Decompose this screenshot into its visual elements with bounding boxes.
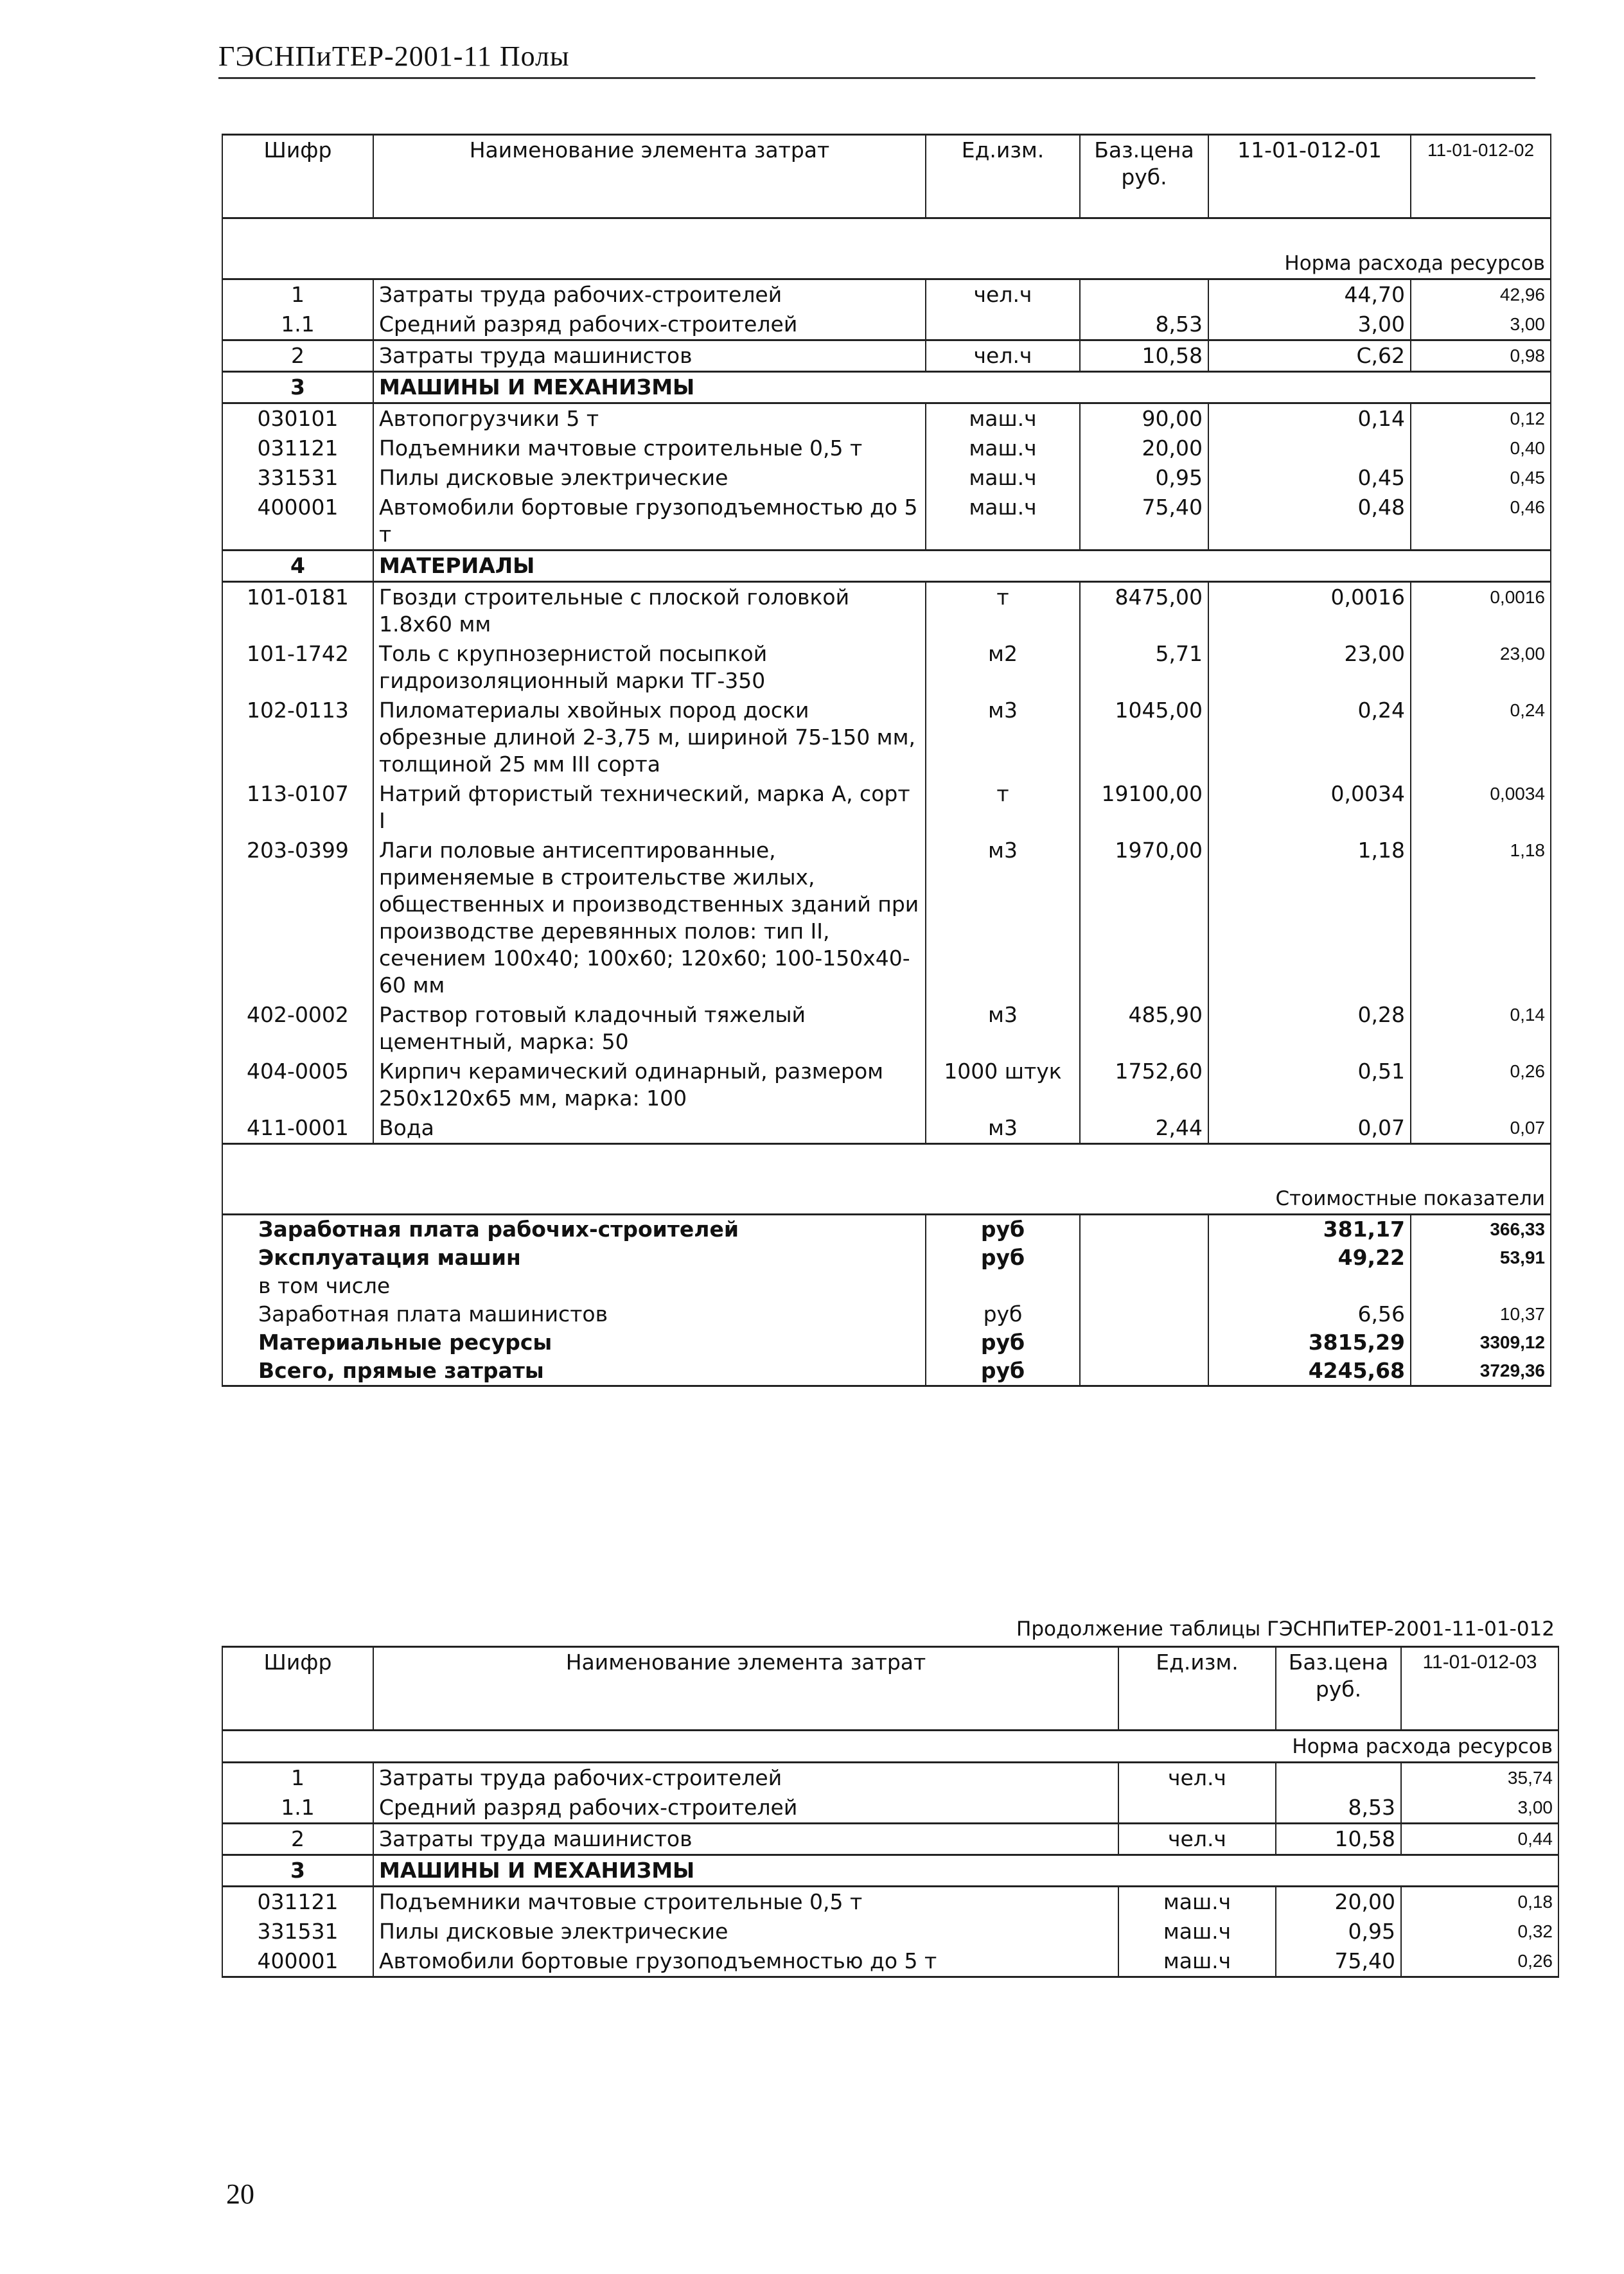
- row-price: 2,44: [1080, 1113, 1208, 1144]
- row-price: 75,40: [1276, 1946, 1401, 1977]
- row-value-1: 0,14: [1208, 403, 1411, 434]
- row-value-1: 0,0034: [1208, 779, 1411, 836]
- row-unit: м3: [926, 836, 1080, 1000]
- row-name: Вода: [373, 1113, 926, 1144]
- machinists-row: [222, 1824, 1558, 1855]
- row-code: 113-0107: [222, 779, 373, 836]
- section-code: 3: [222, 372, 373, 403]
- cost-value-1: 381,17: [1208, 1215, 1411, 1244]
- row-name: Средний разряд рабочих-строителей: [373, 1793, 1118, 1824]
- row-price: [1080, 279, 1208, 310]
- norm-label: Норма расхода ресурсов: [222, 1731, 1558, 1763]
- cost-value-1: 4245,68: [1208, 1357, 1411, 1386]
- cost-value-2: 3309,12: [1411, 1328, 1551, 1357]
- row-name: Средний разряд рабочих-строителей: [373, 310, 926, 340]
- section-code: 4: [222, 551, 373, 582]
- norm-label-row: [222, 218, 1551, 279]
- material-row: [222, 1000, 1551, 1057]
- section-code: 3: [222, 1855, 373, 1887]
- row-name: Затраты труда машинистов: [373, 1824, 1118, 1855]
- resource-table-2: [222, 1646, 1559, 1978]
- header-unit: Ед.изм.: [1118, 1647, 1276, 1731]
- row-value-1: 44,70: [1208, 279, 1411, 310]
- row-value-1: 0,28: [1208, 1000, 1411, 1057]
- row-value-1: 0,45: [1208, 463, 1411, 493]
- row-price: 8,53: [1080, 310, 1208, 340]
- cost-unit: руб: [926, 1244, 1080, 1272]
- row-value-1: 0,26: [1401, 1946, 1558, 1977]
- cost-value-1: [1208, 1272, 1411, 1300]
- row-name: Толь с крупнозернистой посыпкой гидроизоляционный марки ТГ-350: [373, 639, 926, 696]
- cost-empty: [1080, 1272, 1208, 1300]
- row-value-2: 0,12: [1411, 403, 1551, 434]
- material-row: [222, 582, 1551, 640]
- machines-section-row: [222, 1855, 1558, 1887]
- row-name: Раствор готовый кладочный тяжелый цементный, марка: 50: [373, 1000, 926, 1057]
- section-title: МАШИНЫ И МЕХАНИЗМЫ: [373, 372, 1551, 403]
- row-code: 1.1: [222, 310, 373, 340]
- material-row: [222, 779, 1551, 836]
- cost-unit: руб: [926, 1300, 1080, 1328]
- row-value-2: 42,96: [1411, 279, 1551, 310]
- row-value-1: 0,07: [1208, 1113, 1411, 1144]
- section-title: МАШИНЫ И МЕХАНИЗМЫ: [373, 1855, 1558, 1887]
- row-value-2: 0,26: [1411, 1057, 1551, 1113]
- row-price: [1276, 1763, 1401, 1794]
- row-price: 1970,00: [1080, 836, 1208, 1000]
- row-unit: маш.ч: [926, 434, 1080, 463]
- row-value-2: 1,18: [1411, 836, 1551, 1000]
- row-unit: маш.ч: [926, 403, 1080, 434]
- material-row: [222, 696, 1551, 779]
- row-value-1: 23,00: [1208, 639, 1411, 696]
- row-price: 75,40: [1080, 493, 1208, 551]
- row-price: 8475,00: [1080, 582, 1208, 640]
- row-name: Пилы дисковые электрические: [373, 1917, 1118, 1946]
- cost-name: Всего, прямые затраты: [222, 1357, 926, 1386]
- row-price: 20,00: [1080, 434, 1208, 463]
- row-unit: [926, 310, 1080, 340]
- row-price: 90,00: [1080, 403, 1208, 434]
- machine-row: [222, 1887, 1558, 1917]
- cost-row: [222, 1215, 1551, 1244]
- row-unit: маш.ч: [1118, 1946, 1276, 1977]
- header-v1: 11-01-012-01: [1208, 135, 1411, 218]
- row-value-1: 1,18: [1208, 836, 1411, 1000]
- row-price: 20,00: [1276, 1887, 1401, 1917]
- machine-row: [222, 463, 1551, 493]
- row-unit: чел.ч: [926, 340, 1080, 372]
- table-header-row: [222, 135, 1551, 218]
- row-code: 331531: [222, 463, 373, 493]
- row-value-1: 0,48: [1208, 493, 1411, 551]
- row-value-1: 0,51: [1208, 1057, 1411, 1113]
- row-code: 2: [222, 340, 373, 372]
- row-code: 101-1742: [222, 639, 373, 696]
- material-row: [222, 1057, 1551, 1113]
- cost-empty: [1080, 1215, 1208, 1244]
- row-unit: маш.ч: [926, 493, 1080, 551]
- cost-empty: [1080, 1244, 1208, 1272]
- row-unit: т: [926, 582, 1080, 640]
- cost-empty: [1080, 1328, 1208, 1357]
- row-price: 485,90: [1080, 1000, 1208, 1057]
- header-code: Шифр: [222, 1647, 373, 1731]
- row-price: 5,71: [1080, 639, 1208, 696]
- norm-label-row: [222, 1731, 1558, 1763]
- section-title: МАТЕРИАЛЫ: [373, 551, 1551, 582]
- cost-name: в том числе: [222, 1272, 926, 1300]
- row-value-1: 0,18: [1401, 1887, 1558, 1917]
- row-name: Пиломатериалы хвойных пород доски обрезные длиной 2-3,75 м, шириной 75-150 мм, толщиной 25 мм III сорта: [373, 696, 926, 779]
- cost-row: [222, 1300, 1551, 1328]
- header-unit: Ед.изм.: [926, 135, 1080, 218]
- row-price: 1045,00: [1080, 696, 1208, 779]
- row-code: 402-0002: [222, 1000, 373, 1057]
- row-value-1: 3,00: [1401, 1793, 1558, 1824]
- material-row: [222, 1113, 1551, 1144]
- row-value-1: 0,32: [1401, 1917, 1558, 1946]
- row-unit: м3: [926, 1000, 1080, 1057]
- row-value-1: [1208, 434, 1411, 463]
- resource-table-1: [222, 134, 1551, 1387]
- row-name: Затраты труда машинистов: [373, 340, 926, 372]
- row-value-2: 0,46: [1411, 493, 1551, 551]
- row-value-2: 0,98: [1411, 340, 1551, 372]
- machine-row: [222, 434, 1551, 463]
- header-name: Наименование элемента затрат: [373, 135, 926, 218]
- header-price: Баз.цена руб.: [1276, 1647, 1401, 1731]
- row-value-2: 0,24: [1411, 696, 1551, 779]
- cost-label: Стоимостные показатели: [222, 1144, 1551, 1215]
- row-unit: м3: [926, 696, 1080, 779]
- machinists-row: [222, 340, 1551, 372]
- machine-row: [222, 403, 1551, 434]
- material-row: [222, 639, 1551, 696]
- row-price: 10,58: [1276, 1824, 1401, 1855]
- row-code: 031121: [222, 434, 373, 463]
- machines-section-row: [222, 372, 1551, 403]
- machine-row: [222, 1917, 1558, 1946]
- cost-value-2: [1411, 1272, 1551, 1300]
- cost-unit: руб: [926, 1357, 1080, 1386]
- row-code: 1: [222, 1763, 373, 1794]
- row-unit: т: [926, 779, 1080, 836]
- row-code: 203-0399: [222, 836, 373, 1000]
- row-name: Пилы дисковые электрические: [373, 463, 926, 493]
- row-code: 411-0001: [222, 1113, 373, 1144]
- cost-value-1: 49,22: [1208, 1244, 1411, 1272]
- row-price: 8,53: [1276, 1793, 1401, 1824]
- norm-label: Норма расхода ресурсов: [222, 218, 1551, 279]
- labor-row: [222, 1763, 1558, 1794]
- labor-row: [222, 279, 1551, 310]
- row-code: 404-0005: [222, 1057, 373, 1113]
- row-value-2: 0,07: [1411, 1113, 1551, 1144]
- row-value-1: 0,0016: [1208, 582, 1411, 640]
- row-value-1: 0,24: [1208, 696, 1411, 779]
- row-name: Лаги половые антисептированные, применяемые в строительстве жилых, общественных и производственных зданий при производстве деревянных полов: тип II, сечением 100x40; 100x60; 120x60; 100-150x40-60 мм: [373, 836, 926, 1000]
- cost-name: Заработная плата рабочих-строителей: [222, 1215, 926, 1244]
- row-name: Затраты труда рабочих-строителей: [373, 1763, 1118, 1794]
- row-code: 030101: [222, 403, 373, 434]
- row-name: Подъемники мачтовые строительные 0,5 т: [373, 1887, 1118, 1917]
- row-unit: чел.ч: [1118, 1763, 1276, 1794]
- row-price: 0,95: [1080, 463, 1208, 493]
- row-price: 10,58: [1080, 340, 1208, 372]
- cost-row: [222, 1357, 1551, 1386]
- row-unit: 1000 штук: [926, 1057, 1080, 1113]
- row-code: 400001: [222, 493, 373, 551]
- row-value-1: С,62: [1208, 340, 1411, 372]
- row-unit: м3: [926, 1113, 1080, 1144]
- row-unit: чел.ч: [1118, 1824, 1276, 1855]
- row-unit: чел.ч: [926, 279, 1080, 310]
- row-unit: маш.ч: [926, 463, 1080, 493]
- row-value-2: 23,00: [1411, 639, 1551, 696]
- cost-unit: руб: [926, 1215, 1080, 1244]
- header-name: Наименование элемента затрат: [373, 1647, 1118, 1731]
- cost-row: [222, 1328, 1551, 1357]
- cost-value-2: 10,37: [1411, 1300, 1551, 1328]
- cost-value-1: 6,56: [1208, 1300, 1411, 1328]
- row-value-2: 3,00: [1411, 310, 1551, 340]
- cost-value-2: 53,91: [1411, 1244, 1551, 1272]
- row-code: 102-0113: [222, 696, 373, 779]
- header-v1: 11-01-012-03: [1401, 1647, 1558, 1731]
- row-code: 1: [222, 279, 373, 310]
- row-code: 2: [222, 1824, 373, 1855]
- cost-row: [222, 1272, 1551, 1300]
- row-code: 031121: [222, 1887, 373, 1917]
- row-price: 19100,00: [1080, 779, 1208, 836]
- row-value-2: 0,0016: [1411, 582, 1551, 640]
- row-unit: м2: [926, 639, 1080, 696]
- labor-row: [222, 310, 1551, 340]
- row-name: Затраты труда рабочих-строителей: [373, 279, 926, 310]
- cost-value-2: 3729,36: [1411, 1357, 1551, 1386]
- header-v2: 11-01-012-02: [1411, 135, 1551, 218]
- row-value-1: 3,00: [1208, 310, 1411, 340]
- row-price: 0,95: [1276, 1917, 1401, 1946]
- row-value-2: 0,14: [1411, 1000, 1551, 1057]
- row-unit: [1118, 1793, 1276, 1824]
- row-name: Кирпич керамический одинарный, размером 250x120x65 мм, марка: 100: [373, 1057, 926, 1113]
- row-name: Натрий фтористый технический, марка А, сорт I: [373, 779, 926, 836]
- row-name: Подъемники мачтовые строительные 0,5 т: [373, 434, 926, 463]
- cost-unit: руб: [926, 1328, 1080, 1357]
- header-rule: [218, 77, 1535, 79]
- continuation-note: Продолжение таблицы ГЭСНПиТЕР-2001-11-01-012: [1016, 1617, 1555, 1641]
- machine-row: [222, 1946, 1558, 1977]
- row-code: 1.1: [222, 1793, 373, 1824]
- row-name: Автомобили бортовые грузоподъемностью до 5 т: [373, 1946, 1118, 1977]
- cost-name: Материальные ресурсы: [222, 1328, 926, 1357]
- row-value-2: 0,0034: [1411, 779, 1551, 836]
- row-unit: маш.ч: [1118, 1887, 1276, 1917]
- row-price: 1752,60: [1080, 1057, 1208, 1113]
- labor-row: [222, 1793, 1558, 1824]
- row-unit: маш.ч: [1118, 1917, 1276, 1946]
- cost-empty: [1080, 1357, 1208, 1386]
- row-value-1: 35,74: [1401, 1763, 1558, 1794]
- material-row: [222, 836, 1551, 1000]
- cost-row: [222, 1244, 1551, 1272]
- row-code: 400001: [222, 1946, 373, 1977]
- table-header-row: [222, 1647, 1558, 1731]
- cost-name: Заработная плата машинистов: [222, 1300, 926, 1328]
- header-price: Баз.цена руб.: [1080, 135, 1208, 218]
- row-code: 101-0181: [222, 582, 373, 640]
- cost-label-row: [222, 1144, 1551, 1215]
- header-code: Шифр: [222, 135, 373, 218]
- row-value-1: 0,44: [1401, 1824, 1558, 1855]
- page-number: 20: [226, 2178, 254, 2210]
- row-value-2: 0,40: [1411, 434, 1551, 463]
- cost-empty: [1080, 1300, 1208, 1328]
- row-value-2: 0,45: [1411, 463, 1551, 493]
- page-header: ГЭСНПиТЕР-2001-11 Полы: [218, 40, 570, 72]
- cost-name: Эксплуатация машин: [222, 1244, 926, 1272]
- row-name: Гвозди строительные с плоской головкой 1.8x60 мм: [373, 582, 926, 640]
- row-name: Автомобили бортовые грузоподъемностью до 5 т: [373, 493, 926, 551]
- cost-unit: [926, 1272, 1080, 1300]
- cost-value-1: 3815,29: [1208, 1328, 1411, 1357]
- row-code: 331531: [222, 1917, 373, 1946]
- row-name: Автопогрузчики 5 т: [373, 403, 926, 434]
- machine-row: [222, 493, 1551, 551]
- cost-value-2: 366,33: [1411, 1215, 1551, 1244]
- materials-section-row: [222, 551, 1551, 582]
